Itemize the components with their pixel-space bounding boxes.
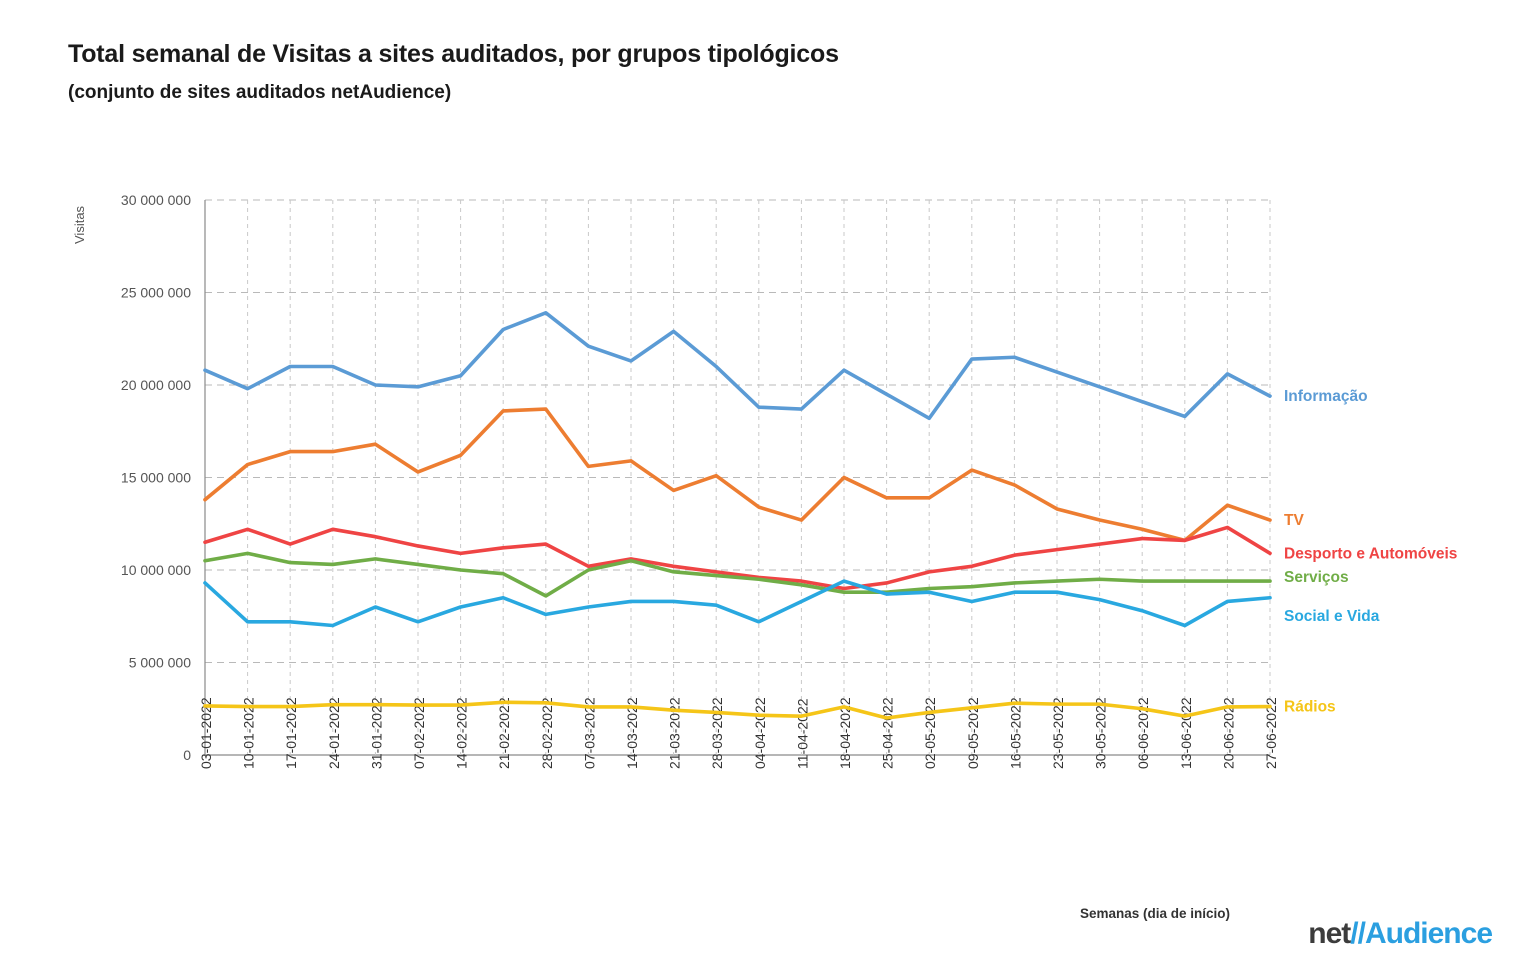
x-tick-label: 02-05-2022	[922, 697, 939, 769]
x-tick-label: 16-05-2022	[1007, 697, 1024, 769]
x-tick-label: 10-01-2022	[240, 697, 257, 769]
x-tick-label: 17-01-2022	[283, 697, 300, 769]
series-label-desporto-e-autom-veis: Desporto e Automóveis	[1284, 545, 1458, 563]
y-axis-caption: Visitas	[72, 205, 87, 244]
x-tick-label: 31-01-2022	[368, 697, 385, 769]
series-label-tv: TV	[1284, 512, 1304, 530]
logo-net: net	[1308, 917, 1351, 950]
y-tick-label: 5 000 000	[128, 654, 191, 671]
y-tick-label: 15 000 000	[120, 469, 191, 486]
chart-subtitle: (conjunto de sites auditados netAudience)	[68, 82, 452, 103]
x-tick-label: 25-04-2022	[879, 697, 896, 769]
series-label-informa-o: Informação	[1284, 388, 1368, 406]
x-tick-label: 07-03-2022	[581, 697, 598, 769]
x-tick-label: 07-02-2022	[411, 697, 427, 769]
x-tick-label: 24-01-2022	[325, 697, 342, 769]
series-line-r-dios	[205, 702, 1270, 718]
series-label-r-dios: Rádios	[1284, 698, 1336, 716]
x-tick-label: 23-05-2022	[1050, 697, 1066, 769]
y-tick-label: 30 000 000	[120, 192, 191, 208]
x-tick-label: 27-06-2022	[1263, 697, 1279, 769]
x-tick-label: 28-03-2022	[709, 697, 726, 769]
y-tick-label: 10 000 000	[120, 562, 191, 578]
x-tick-label: 21-02-2022	[496, 697, 513, 769]
x-tick-label: 09-05-2022	[964, 697, 981, 769]
series-line-tv	[205, 409, 1270, 540]
chart-title: Total semanal de Visitas a sites auditados, por grupos tipológicos	[68, 40, 839, 68]
x-tick-label: 14-02-2022	[453, 697, 470, 769]
series-line-social-e-vida	[205, 581, 1270, 625]
x-tick-label: 18-04-2022	[837, 697, 853, 769]
series-line-informa-o	[205, 313, 1270, 418]
x-tick-label: 14-03-2022	[624, 697, 640, 769]
x-tick-label: 28-02-2022	[538, 697, 555, 769]
y-tick-label: 0	[183, 747, 191, 763]
x-tick-label: 11-04-2022	[794, 698, 811, 769]
x-tick-label: 20-06-2022	[1220, 697, 1237, 769]
y-tick-label: 25 000 000	[120, 284, 191, 301]
logo-audience: Audience	[1364, 917, 1492, 950]
x-tick-label: 21-03-2022	[666, 697, 683, 769]
x-tick-label: 30-05-2022	[1092, 697, 1109, 769]
series-label-servi-os: Serviços	[1284, 569, 1349, 587]
netaudience-logo	[1308, 917, 1492, 951]
x-tick-label: 04-04-2022	[751, 697, 768, 769]
logo-slash: //	[1350, 917, 1365, 950]
x-tick-label: 03-01-2022	[198, 697, 214, 769]
x-tick-label: 13-06-2022	[1177, 697, 1194, 769]
y-tick-label: 20 000 000	[120, 377, 191, 393]
x-tick-label: 06-06-2022	[1135, 697, 1152, 769]
series-label-social-e-vida: Social e Vida	[1284, 607, 1380, 625]
x-axis-caption: Semanas (dia de início)	[1080, 906, 1231, 921]
